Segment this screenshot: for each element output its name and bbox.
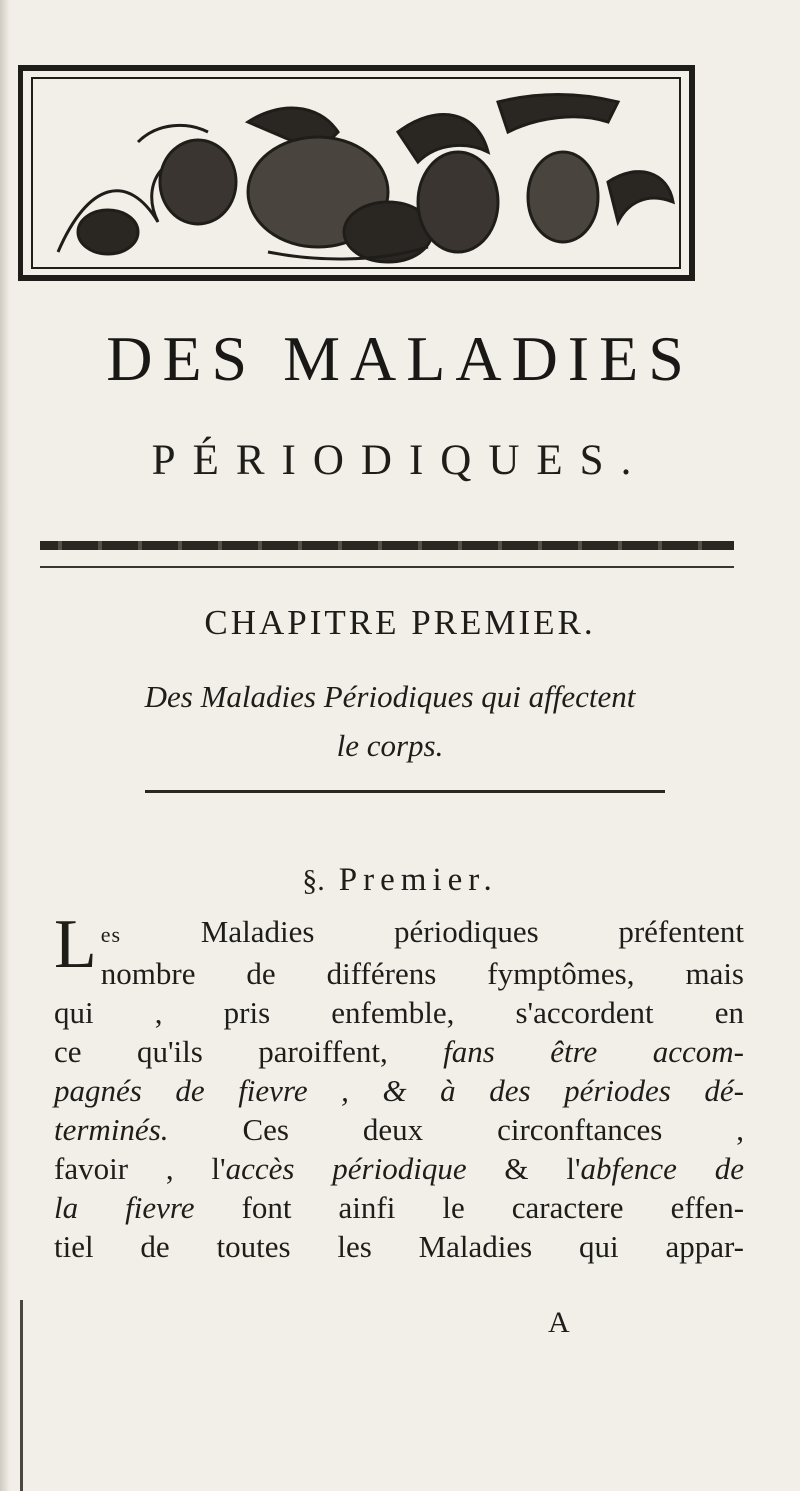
text-line: nombre de différens fymptômes, mais (100, 956, 744, 991)
text-span: font ainfi le caractere effen- (194, 1190, 745, 1225)
text-span: & l' (466, 1151, 581, 1186)
drop-cap: L (54, 906, 97, 983)
subtitle-line-1: Des Maladies Périodiques qui affectent (144, 679, 636, 714)
small-caps: es (100, 922, 122, 947)
italic-span: fans être accom- (443, 1034, 744, 1069)
text-span: Ces deux circonftances , (168, 1112, 744, 1147)
section-heading (0, 862, 800, 899)
text-span: Maladies périodiques préfentent (121, 914, 744, 949)
text-span: favoir , l' (54, 1151, 226, 1186)
text-line: qui , pris enfemble, s'accordent en (54, 995, 744, 1030)
italic-span: la fievre (54, 1190, 195, 1225)
binding-edge (20, 1300, 23, 1491)
text-line (54, 1071, 744, 1110)
chapter-subtitle (40, 672, 740, 770)
catchword: A (548, 1306, 570, 1339)
text-line (54, 1110, 744, 1149)
text-line (54, 1032, 744, 1071)
section-mark: §. (302, 864, 325, 897)
ornamental-rule (40, 541, 734, 550)
text-line: tiel de toutes les Maladies qui appar- (54, 1229, 744, 1264)
page-edge-shadow (0, 0, 10, 1491)
italic-span: à des périodes dé- (406, 1073, 745, 1108)
text-span: ce qu'ils paroiffent, (54, 1034, 444, 1069)
body-paragraph (54, 906, 745, 1266)
divider-rule (40, 566, 734, 568)
divider-rule (145, 790, 665, 793)
italic-span: abfence de (580, 1151, 744, 1186)
chapter-heading: CHAPITRE PREMIER. (204, 603, 596, 642)
text-line (54, 1188, 744, 1227)
italic-span: pagnés de fievre , (54, 1073, 383, 1108)
headpiece-ornament (18, 62, 700, 284)
subtitle-line-2: le corps. (336, 728, 444, 763)
title-sub: PÉRIODIQUES. (151, 437, 649, 484)
italic-span: accès périodique (225, 1151, 467, 1186)
italic-span: terminés. (54, 1112, 169, 1147)
text-line (54, 1149, 744, 1188)
section-label: Premier. (338, 862, 498, 898)
italic-span: & (382, 1073, 407, 1108)
title-main: DES MALADIES (106, 323, 694, 394)
